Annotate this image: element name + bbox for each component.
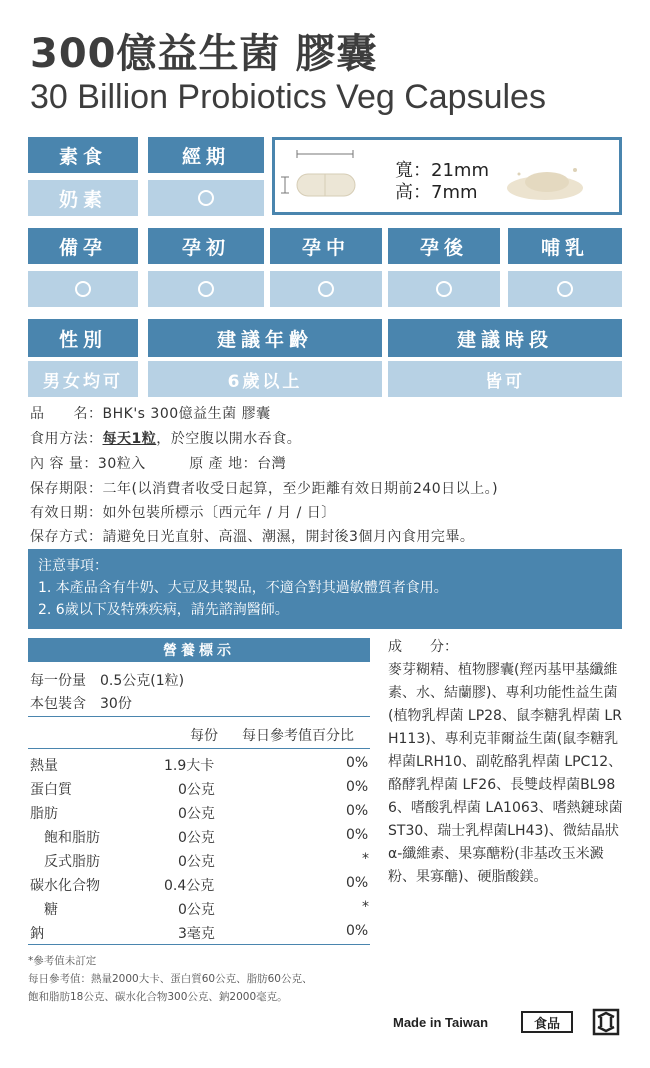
nutrient-amount: 0公克	[178, 830, 215, 846]
nutrient-dv: 0%	[346, 755, 369, 771]
serving-size: 每一份量 0.5公克(1粒)	[30, 673, 185, 689]
info-shelf-life: 保存期限：二年(以消費者收受日起算，至少距離有效日期前240日以上。)	[30, 481, 499, 497]
nutrient-name: 碳水化合物	[30, 878, 100, 894]
info-expiry: 有效日期：如外包裝所標示〔西元年 / 月 / 日〕	[30, 505, 336, 521]
check-circle-icon	[198, 190, 214, 206]
nutrient-name: 蛋白質	[30, 782, 72, 798]
info-storage: 保存方式：請避免日光直射、高溫、潮濕，開封後3個月內食用完畢。	[30, 529, 475, 545]
divider	[28, 716, 370, 717]
nutrition-footnote: *參考值未訂定 每日參考值：熱量2000大卡、蛋白質60公克、脂肪60公克、 飽和脂肪18公克、碳水化合物300公克、鈉2000毫克。	[28, 955, 313, 1003]
nutrient-name: 鈉	[30, 926, 44, 942]
period-value	[148, 180, 264, 216]
age-value: 6歲以上	[148, 361, 382, 397]
nutrient-dv: *	[362, 851, 369, 867]
nutrient-dv: 0%	[346, 779, 369, 795]
stage-label-4: 孕後	[388, 228, 500, 264]
title-chinese: 300億益生菌 膠囊	[30, 31, 378, 77]
nutrition-title: 營養標示	[28, 638, 370, 662]
nutrient-dv: 0%	[346, 803, 369, 819]
nutrient-amount: 0公克	[178, 806, 215, 822]
capsule-height: 高：7mm	[395, 182, 478, 203]
diet-value: 奶素	[28, 180, 138, 216]
time-label: 建議時段	[388, 319, 622, 357]
made-in-label: Made in Taiwan	[393, 1015, 489, 1030]
nutrient-name: 反式脂肪	[44, 854, 100, 870]
nutrient-amount: 3毫克	[178, 926, 215, 942]
check-circle-icon	[75, 281, 91, 297]
col-per-serving: 每份	[190, 728, 218, 744]
info-content: 內 容 量：30粒入 原 產 地：台灣	[30, 456, 287, 472]
ingredients-text: 麥芽糊精、植物膠囊(羥丙基甲基纖維素、水、結蘭膠)、專利功能性益生菌(植物乳桿菌 LP28、鼠李糖乳桿菌 LRH113)、專利克菲爾益生菌(鼠李糖乳桿菌LRH10、副乾酪乳桿菌 LPC12、 酪酵乳桿菌 LF26、長雙歧桿菌BL986、嗜酸乳桿菌 LA1063、嗜熱鏈球菌 ST30、瑞士乳桿菌LH43)、微結晶狀α-纖維素、果寡醣粉(非基改玉米澱粉、果寡醣)、硬脂酸鎂。	[388, 662, 623, 885]
nutrient-name: 熱量	[30, 758, 58, 774]
stage-value-2	[148, 271, 264, 307]
notice-item-2: 2. 6歲以下及特殊疾病，請先諮詢醫師。	[38, 602, 289, 618]
nutrient-amount: 1.9大卡	[164, 758, 215, 774]
col-daily-value: 每日參考值百分比	[242, 728, 354, 744]
gender-value: 男女均可	[28, 361, 138, 397]
check-circle-icon	[198, 281, 214, 297]
stage-label-5: 哺乳	[508, 228, 622, 264]
period-label: 經期	[148, 137, 264, 173]
nutrient-amount: 0.4公克	[164, 878, 215, 894]
check-circle-icon	[436, 281, 452, 297]
stage-value-4	[388, 271, 500, 307]
capsule-width: 寬：21mm	[395, 160, 489, 181]
nutrient-amount: 0公克	[178, 782, 215, 798]
nutrient-name: 糖	[44, 902, 58, 918]
check-circle-icon	[557, 281, 573, 297]
notice-box	[28, 549, 622, 629]
nutrient-dv: *	[362, 899, 369, 915]
divider	[28, 944, 370, 945]
time-value: 皆可	[388, 361, 622, 397]
ingredients-title: 成 分：	[388, 639, 458, 655]
nutrient-name: 脂肪	[30, 806, 58, 822]
gender-label: 性別	[28, 319, 138, 357]
recycle-icon	[592, 1008, 620, 1036]
divider	[28, 748, 370, 749]
nutrient-name: 飽和脂肪	[44, 830, 100, 846]
stage-value-1	[28, 271, 138, 307]
notice-item-1: 1. 本產品含有牛奶、大豆及其製品，不適合對其過敏體質者食用。	[38, 580, 448, 596]
ingredients	[388, 636, 624, 889]
stage-label-1: 備孕	[28, 228, 138, 264]
stage-value-5	[508, 271, 622, 307]
stage-value-3	[270, 271, 382, 307]
nutrient-dv: 0%	[346, 827, 369, 843]
info-usage: 食用方法：每天1粒，於空腹以開水吞食。	[30, 431, 302, 447]
capsule-dimensions	[395, 160, 489, 204]
nutrient-dv: 0%	[346, 875, 369, 891]
stage-label-2: 孕初	[148, 228, 264, 264]
diet-label: 素食	[28, 137, 138, 173]
info-name: 品 名：BHK's 300億益生菌 膠囊	[30, 406, 271, 422]
title-english: 30 Billion Probiotics Veg Capsules	[30, 78, 546, 116]
servings-per-pack: 本包裝含 30份	[30, 696, 132, 712]
nutrient-amount: 0公克	[178, 854, 215, 870]
age-label: 建議年齡	[148, 319, 382, 357]
nutrient-amount: 0公克	[178, 902, 215, 918]
stage-label-3: 孕中	[270, 228, 382, 264]
nutrient-dv: 0%	[346, 923, 369, 939]
check-circle-icon	[318, 281, 334, 297]
food-mark: 食品	[521, 1011, 573, 1033]
notice-title: 注意事項：	[38, 558, 108, 574]
